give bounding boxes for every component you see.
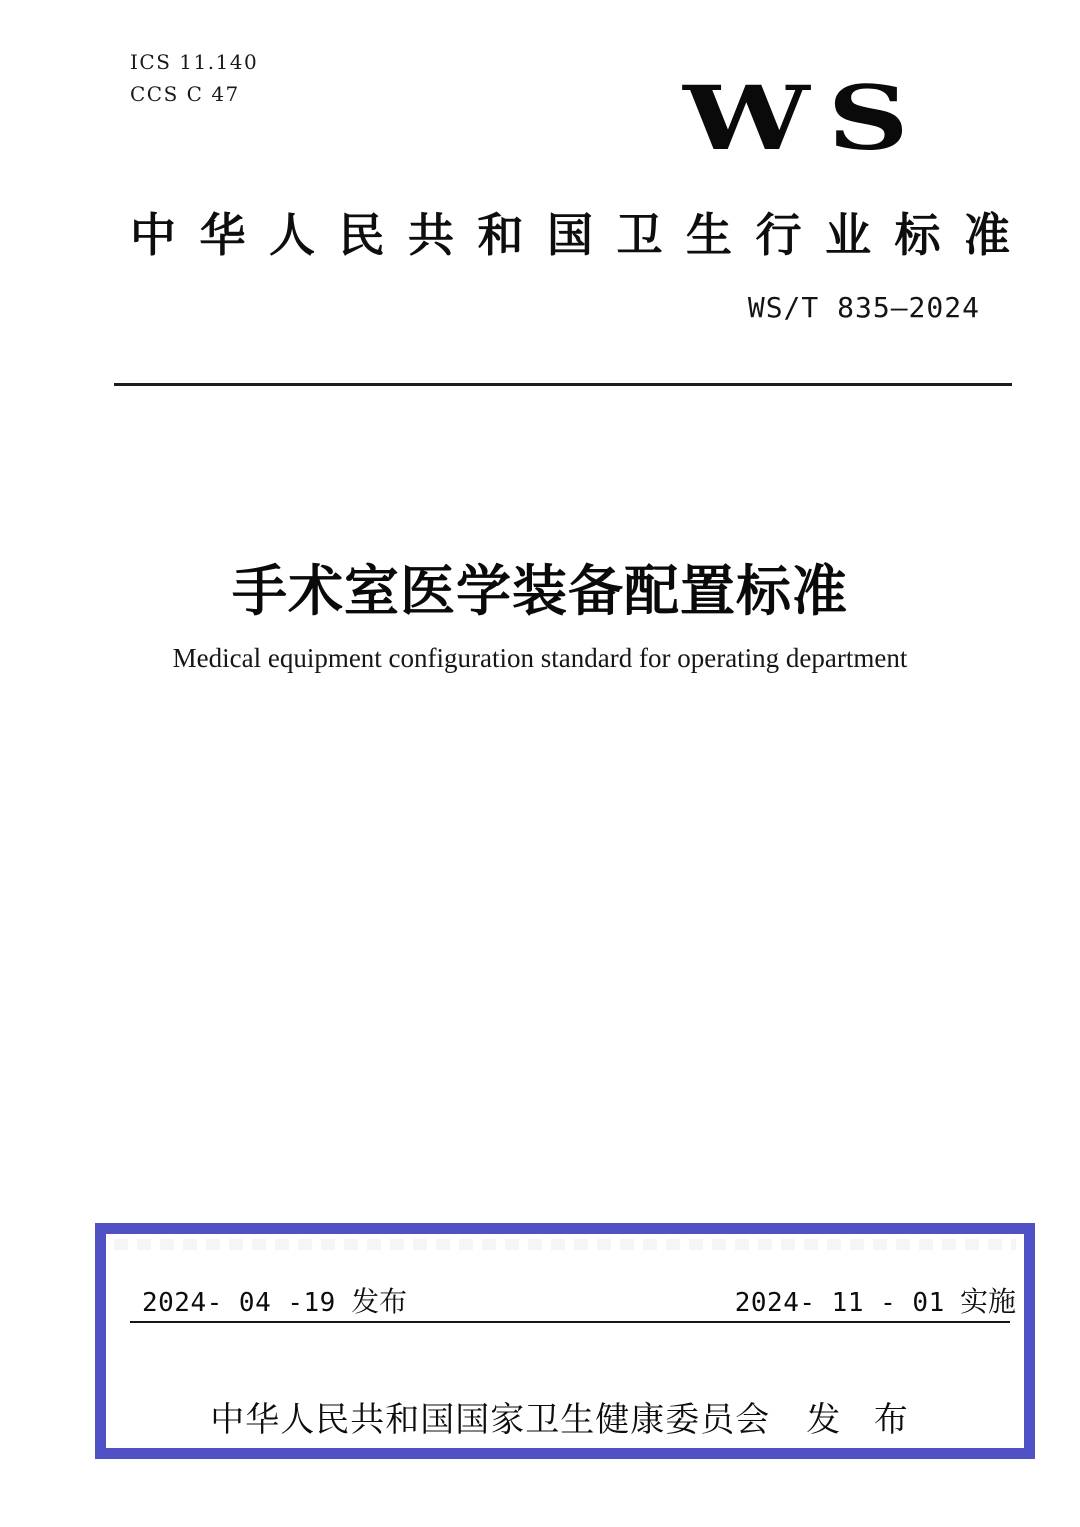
- date-underline: [130, 1321, 1010, 1323]
- issue-date-value: 2024- 04 -19: [142, 1288, 336, 1318]
- publisher-name: 中华人民共和国国家卫生健康委员会: [210, 1401, 771, 1439]
- classification-codes: [130, 46, 258, 110]
- footer-frame: [95, 1223, 1035, 1459]
- document-title-zh: 手术室医学装备配置标准: [231, 560, 848, 622]
- scan-artifact-band: [114, 1239, 1016, 1250]
- implementation-date-line: [735, 1286, 1016, 1319]
- publish-action-label: 发 布: [806, 1401, 920, 1439]
- publisher-line: [106, 1392, 1024, 1441]
- ics-code: ICS 11.140: [130, 50, 259, 74]
- issue-date-label: 发布: [351, 1286, 408, 1317]
- document-title-en: Medical equipment configuration standard for operating department: [172, 643, 908, 673]
- header-rule: [114, 383, 1012, 386]
- implementation-date-label: 实施: [959, 1286, 1016, 1317]
- issue-date-line: [142, 1286, 407, 1319]
- standard-number: WS/T 835—2024: [747, 291, 980, 324]
- ccs-code: CCS C 47: [130, 82, 240, 106]
- ws-logo: WS: [683, 66, 927, 170]
- implementation-date-value: 2024- 11 - 01: [734, 1288, 945, 1318]
- standard-type-title: 中 华 人 民 共 和 国 卫 生 行 业 标 准: [130, 209, 1010, 261]
